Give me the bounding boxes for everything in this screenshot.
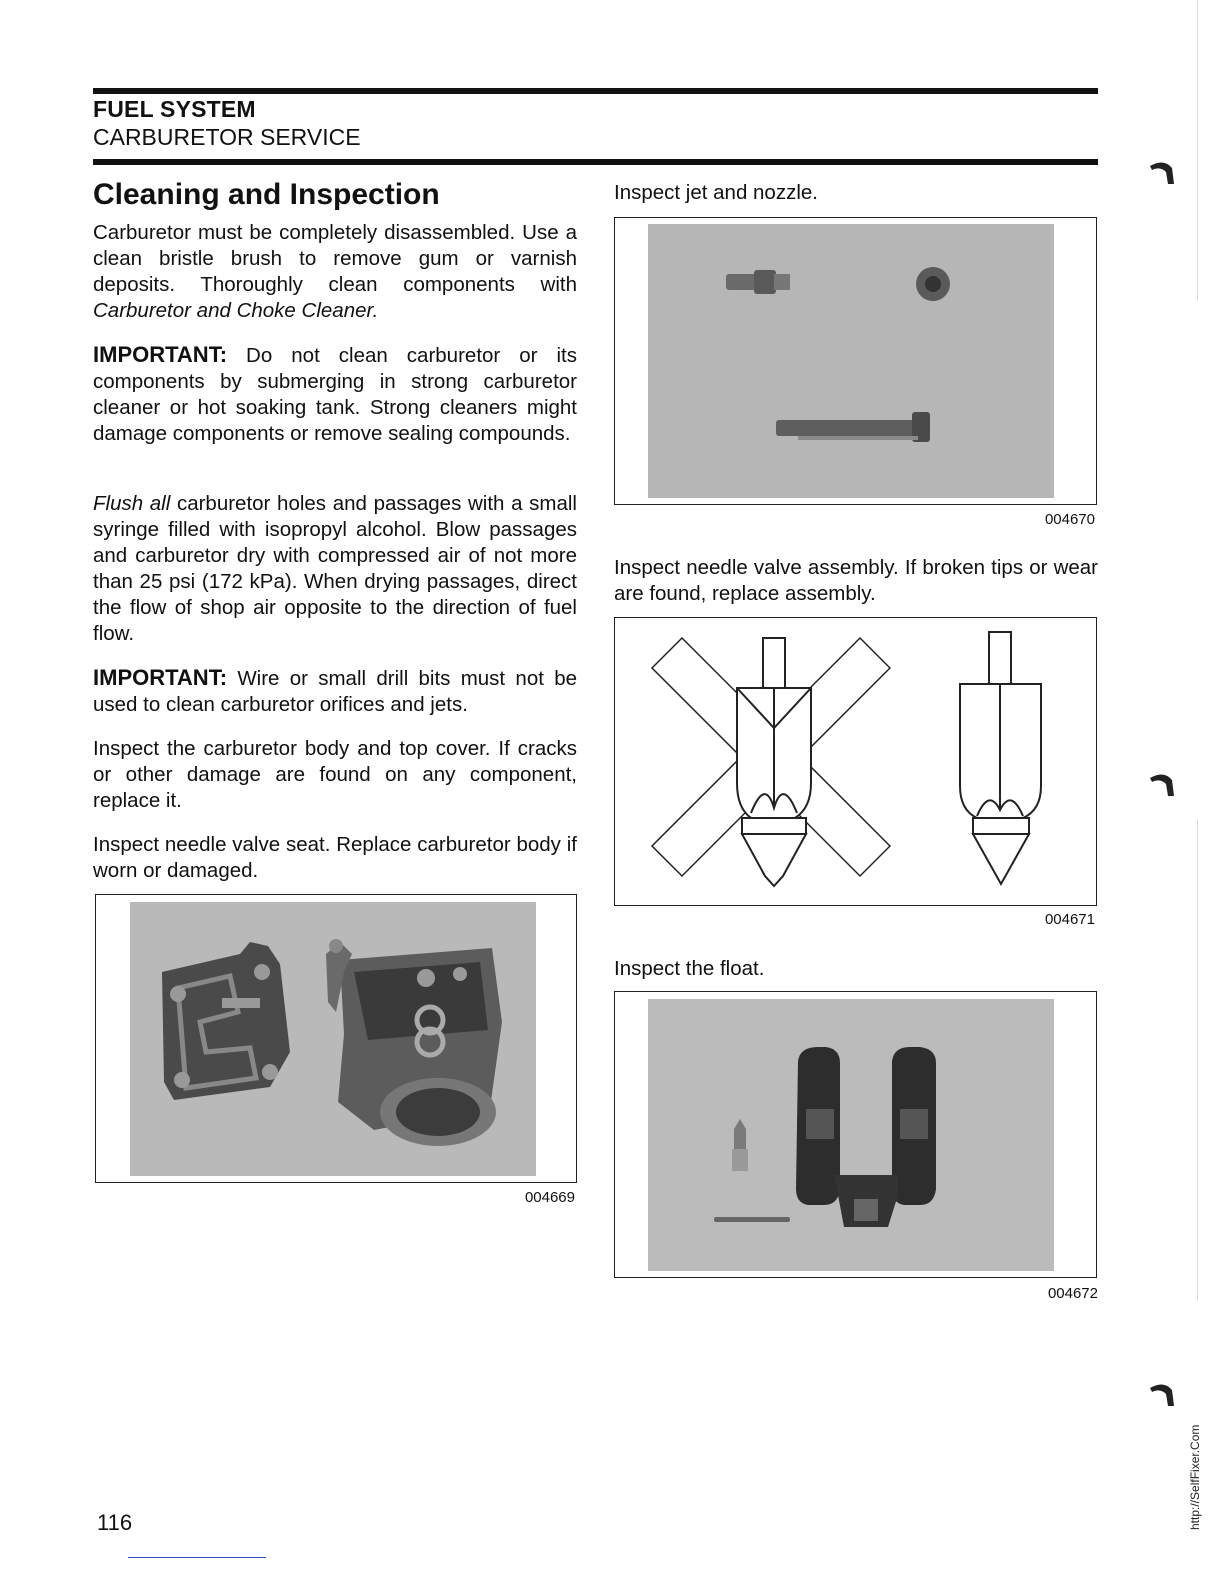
binder-hole-mark-2 [1148,770,1176,798]
paragraph-6: Inspect needle valve seat. Replace carburetor body if worn or damaged. [93,833,577,882]
figure-number-4: 004672 [1047,1285,1098,1302]
figure-number-3: 004671 [1044,911,1095,928]
footer-underline [128,1557,266,1558]
binder-hole-mark-3 [1148,1380,1176,1408]
needle-valve-diagram [615,618,1096,905]
subsection-title: CARBURETOR SERVICE [93,124,361,150]
important-note-2: IMPORTANT: Wire or small drill bits must not be used to clean carburetor orifices and jets. [93,665,577,716]
important-note-1: IMPORTANT: Do not clean carburetor or its components by submerging in strong carburetor cleaner or hot soaking tank. Strong cleaners might damage components or remove sealing compounds. [93,342,577,445]
figure-jet-nozzle [614,217,1097,505]
page-number: 116 [97,1510,133,1535]
caption-float: Inspect the float. [614,957,765,980]
jet-nozzle-photo [648,224,1054,498]
figure-needle-valve-diagram [614,617,1097,906]
figure-carburetor-body [95,894,577,1183]
header-bottom-rule [93,159,1098,165]
caption-needle-valve: Inspect needle valve assembly. If broken tips or wear are found, replace assembly. [614,556,1098,605]
binder-hole-mark-1 [1148,158,1176,186]
figure-float [614,991,1097,1278]
scan-edge-line-top [1197,0,1198,300]
float-photo [648,999,1054,1271]
caption-jet-nozzle: Inspect jet and nozzle. [614,181,818,204]
page-heading: Cleaning and Inspection [93,178,440,211]
scan-edge-line-bottom [1197,820,1198,1300]
figure-number-2: 004670 [1044,511,1095,528]
paragraph-1: Carburetor must be completely disassembled. Use a clean bristle brush to remove gum or varnish deposits. Thoroughly clean components with Carburetor and Choke Cleaner. [93,221,577,322]
paragraph-5: Inspect the carburetor body and top cover. If cracks or other damage are found on any component, replace it. [93,737,577,812]
good-needle [960,632,1041,884]
side-watermark-url[interactable]: http://SelfFixer.Com [1188,1424,1202,1530]
worn-needle [737,638,811,886]
figure-number-1: 004669 [524,1189,575,1206]
section-title: FUEL SYSTEM [93,96,256,122]
paragraph-3: Flush all carburetor holes and passages with a small syringe filled with isopropyl alcohol. Blow passages and carburetor dry with compressed air of not more than 25 psi (172 kPa). When drying passages, direct the flow of shop air opposite to the direction of fuel flow. [93,492,577,645]
carburetor-photo [130,902,536,1176]
header-top-rule [93,88,1098,94]
